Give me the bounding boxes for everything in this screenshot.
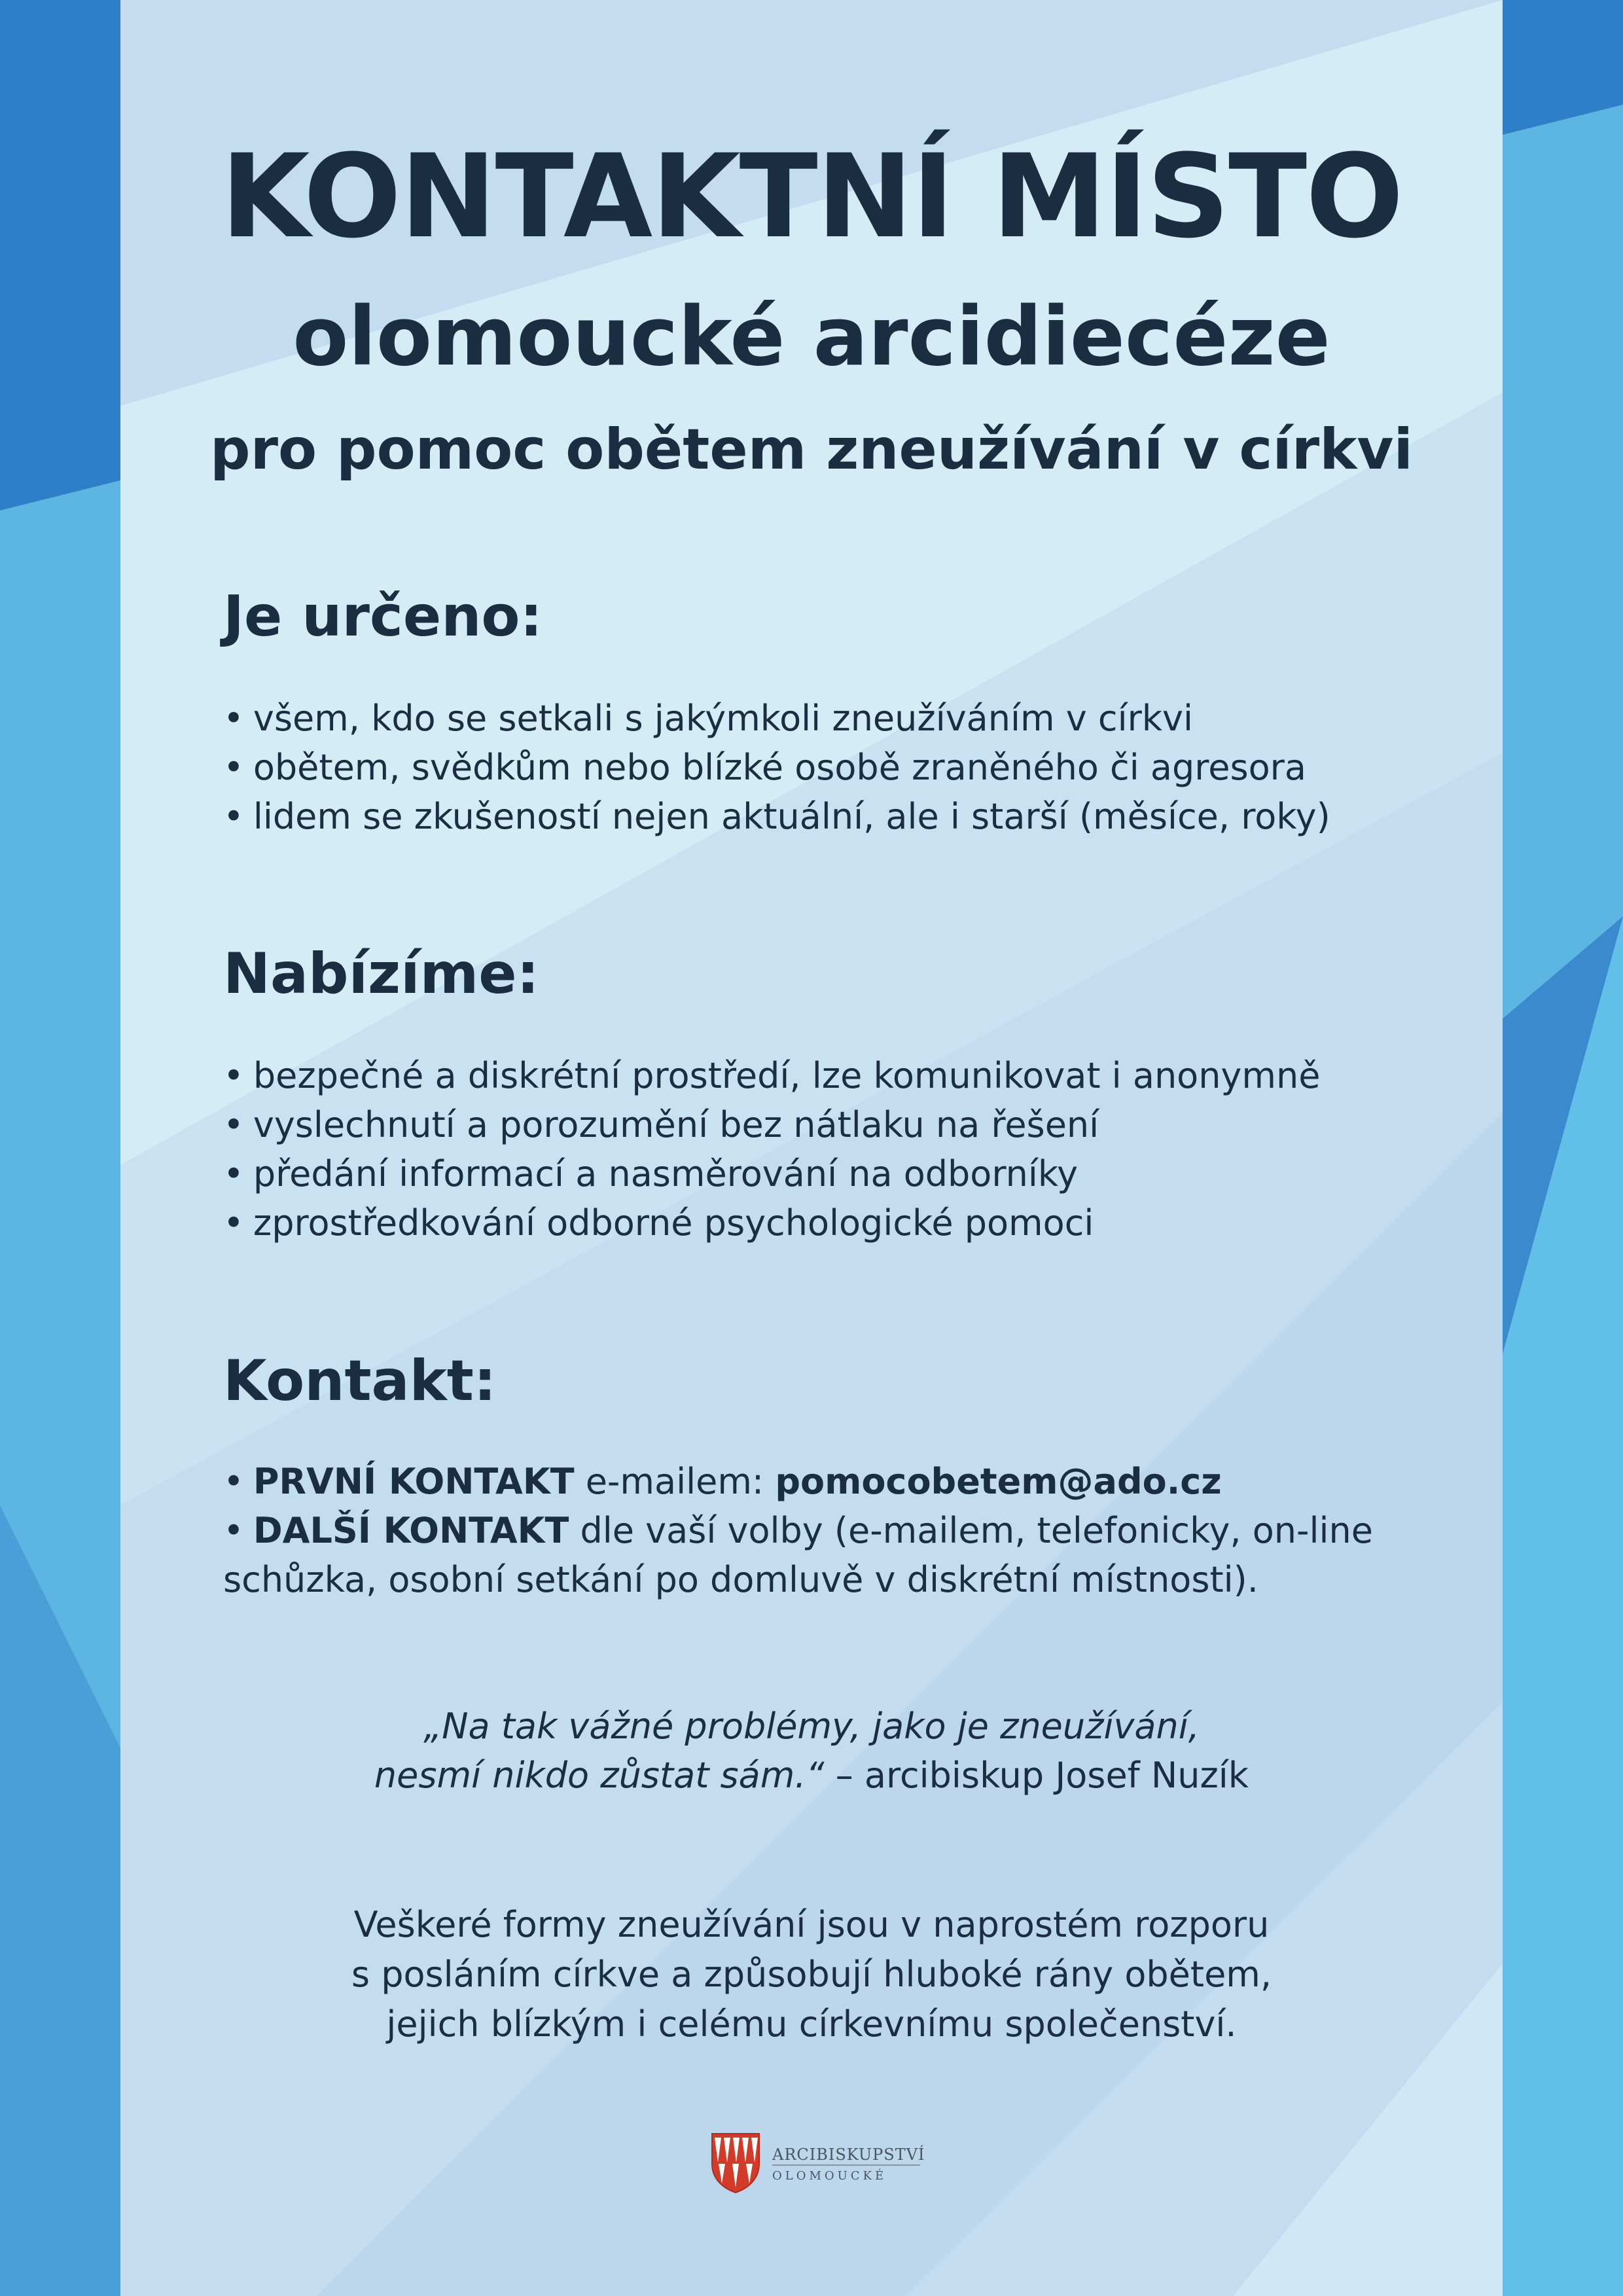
quote-line-2: nesmí nikdo zůstat sám.“ <box>374 1755 825 1796</box>
offer-heading: Nabízíme: <box>223 941 539 1007</box>
coat-of-arms-icon <box>709 2131 762 2194</box>
list-item: • vyslechnutí a porozumění bez nátlaku na řešení <box>223 1104 1099 1145</box>
next-contact-line: • DALŠÍ KONTAKT dle vaší volby (e-mailem, telefonicky, on-line <box>223 1510 1373 1551</box>
subtitle: pro pomoc obětem zneužívání v církvi <box>210 417 1413 482</box>
closing-line: s posláním církve a způsobují hluboké rány obětem, <box>351 1954 1272 1995</box>
logo-text-line-2: OLOMOUCKÉ <box>772 2169 887 2183</box>
title-line-1: KONTAKTNÍ MÍSTO <box>221 130 1402 264</box>
logo-divider <box>772 2164 920 2166</box>
intended-heading: Je určeno: <box>223 584 543 649</box>
list-item: • lidem se zkušeností nejen aktuální, ale i starší (měsíce, roky) <box>223 796 1330 837</box>
closing-line: jejich blízkým i celému církevnímu společenství. <box>386 2003 1237 2045</box>
poster-panel <box>120 0 1503 2296</box>
closing-statement <box>120 1900 1503 2049</box>
logo-text-line-1: ARCIBISKUPSTVÍ <box>772 2145 925 2164</box>
offer-list <box>223 1051 1320 1247</box>
intended-list <box>223 694 1330 841</box>
first-contact-line: • PRVNÍ KONTAKT e-mailem: pomocobetem@ado.cz <box>223 1461 1222 1502</box>
title-line-2: olomoucké arcidiecéze <box>293 290 1330 384</box>
quote-line-1: „Na tak vážné problémy, jako je zneužívání, <box>423 1706 1200 1747</box>
contact-block <box>223 1457 1414 1604</box>
list-item: • bezpečné a diskrétní prostředí, lze komunikovat i anonymně <box>223 1055 1321 1096</box>
list-item: • všem, kdo se setkali s jakýmkoli zneužíváním v církvi <box>223 698 1194 739</box>
email-link[interactable]: pomocobetem@ado.cz <box>775 1461 1222 1502</box>
next-contact-line-2: schůzka, osobní setkání po domluvě v diskrétní místnosti). <box>223 1559 1258 1600</box>
contact-heading: Kontakt: <box>223 1348 497 1414</box>
list-item: • předání informací a nasměrování na odborníky <box>223 1153 1079 1194</box>
closing-line: Veškeré formy zneužívání jsou v naprostém rozporu <box>353 1904 1270 1945</box>
list-item: • obětem, svědkům nebo blízké osobě zraněného či agresora <box>223 747 1306 788</box>
quote-attribution: – arcibiskup Josef Nuzík <box>835 1755 1249 1796</box>
list-item: • zprostředkování odborné psychologické pomoci <box>223 1202 1094 1244</box>
quote <box>120 1702 1503 1800</box>
archdiocese-logo <box>709 2128 925 2194</box>
